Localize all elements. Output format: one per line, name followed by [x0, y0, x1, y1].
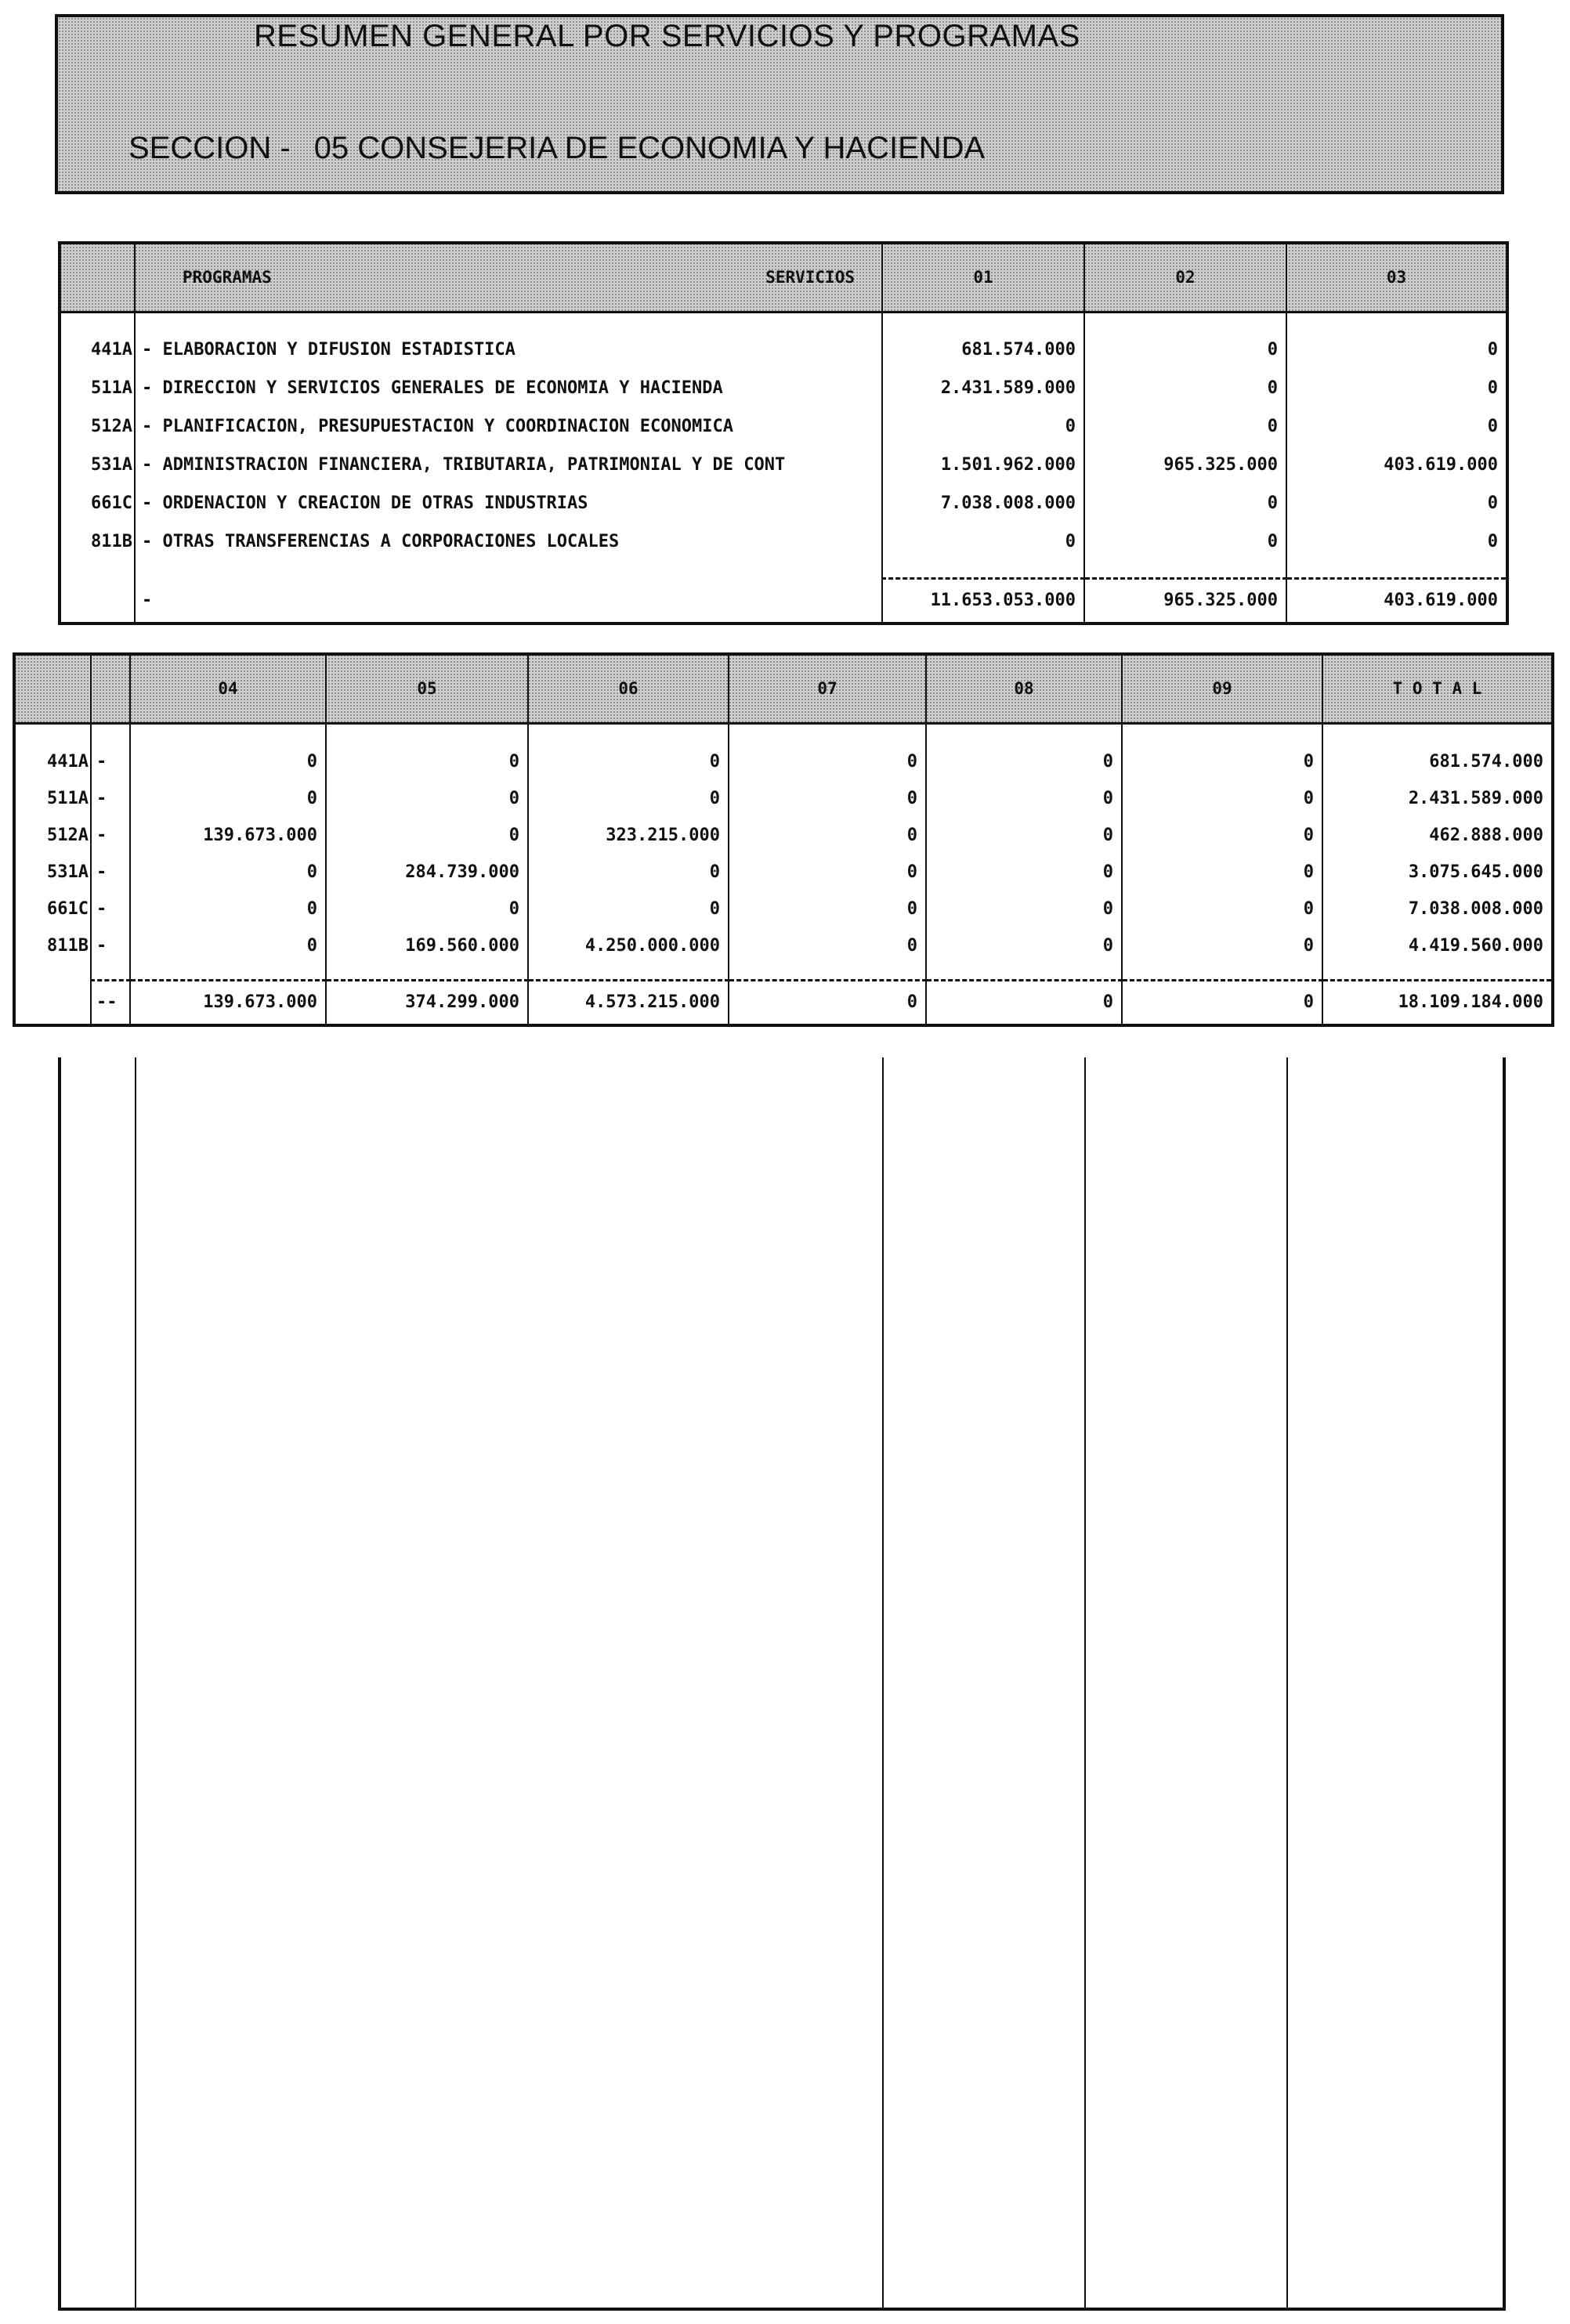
col-header-04: 04: [130, 654, 326, 723]
table-row: [60, 331, 1507, 369]
program-description: - DIRECCION Y SERVICIOS GENERALES DE ECONOMIA Y HACIENDA: [135, 369, 882, 407]
total-dash: -: [135, 578, 882, 623]
program-code: 811B: [91, 532, 132, 551]
blank-table-continuation: [58, 1057, 1506, 2311]
value-cell: 4.250.000.000: [528, 927, 729, 964]
row-total: 462.888.000: [1322, 817, 1553, 854]
program-code: 512A: [47, 826, 89, 845]
value-cell: 0: [1084, 407, 1286, 446]
total-value: 0: [1122, 980, 1322, 1025]
table-header-row: [60, 243, 1507, 312]
row-total: 3.075.645.000: [1322, 854, 1553, 891]
value-cell: 0: [1122, 780, 1322, 817]
total-row: [14, 980, 1553, 1025]
table-row: [14, 817, 1553, 854]
table-row: [14, 891, 1553, 927]
program-code: 531A: [91, 455, 132, 475]
col-header-03: 03: [1286, 243, 1507, 312]
table-row: [14, 743, 1553, 780]
value-cell: 0: [326, 891, 528, 927]
value-cell: 0: [1122, 817, 1322, 854]
value-cell: 0: [882, 522, 1084, 561]
value-cell: 1.501.962.000: [882, 446, 1084, 484]
total-value: 374.299.000: [326, 980, 528, 1025]
value-cell: 0: [1122, 891, 1322, 927]
servicios-header: SERVICIOS: [765, 268, 855, 287]
value-cell: 0: [729, 817, 926, 854]
report-title: RESUMEN GENERAL POR SERVICIOS Y PROGRAMAS: [254, 19, 1080, 53]
table-row: [60, 369, 1507, 407]
row-dash: -: [91, 817, 130, 854]
col-header-total: T O T A L: [1322, 654, 1553, 723]
value-cell: 0: [729, 927, 926, 964]
value-cell: 0: [130, 743, 326, 780]
value-cell: 0: [1084, 522, 1286, 561]
total-value: 0: [926, 980, 1122, 1025]
value-cell: 0: [528, 780, 729, 817]
dash-header: [91, 654, 130, 723]
total-value: 0: [729, 980, 926, 1025]
row-total: 4.419.560.000: [1322, 927, 1553, 964]
section-heading: [128, 131, 985, 166]
value-cell: 0: [1286, 522, 1507, 561]
value-cell: 323.215.000: [528, 817, 729, 854]
section-label: SECCION -: [128, 131, 291, 165]
row-dash: -: [91, 780, 130, 817]
col-header-09: 09: [1122, 654, 1322, 723]
code-header: [14, 654, 91, 723]
program-description: - OTRAS TRANSFERENCIAS A CORPORACIONES LOCALES: [135, 522, 882, 561]
value-cell: 0: [926, 927, 1122, 964]
value-cell: 0: [130, 780, 326, 817]
program-code: 441A: [91, 340, 132, 360]
row-dash: -: [91, 927, 130, 964]
value-cell: 0: [130, 927, 326, 964]
value-cell: 403.619.000: [1286, 446, 1507, 484]
program-description: - ADMINISTRACION FINANCIERA, TRIBUTARIA, PATRIMONIAL Y DE CONT: [135, 446, 882, 484]
col-header-06: 06: [528, 654, 729, 723]
code-header: [60, 243, 135, 312]
value-cell: 0: [528, 743, 729, 780]
row-total: 2.431.589.000: [1322, 780, 1553, 817]
program-description: - ELABORACION Y DIFUSION ESTADISTICA: [135, 331, 882, 369]
col-header-02: 02: [1084, 243, 1286, 312]
table-row: [60, 407, 1507, 446]
value-cell: 0: [528, 891, 729, 927]
program-code: 511A: [47, 789, 89, 808]
col-header-01: 01: [882, 243, 1084, 312]
value-cell: 0: [926, 780, 1122, 817]
total-value: 403.619.000: [1286, 578, 1507, 623]
value-cell: 0: [882, 407, 1084, 446]
value-cell: 0: [729, 780, 926, 817]
value-cell: 0: [1084, 369, 1286, 407]
col-header-07: 07: [729, 654, 926, 723]
services-table-01-03: [58, 241, 1509, 625]
value-cell: 0: [528, 854, 729, 891]
value-cell: 0: [326, 743, 528, 780]
column-rule: [1286, 1057, 1288, 2308]
services-table-04-09: [13, 652, 1554, 1027]
table-row: [60, 484, 1507, 522]
value-cell: 0: [729, 891, 926, 927]
programas-header: PROGRAMAS: [183, 268, 272, 287]
value-cell: 0: [1286, 369, 1507, 407]
value-cell: 0: [1122, 927, 1322, 964]
total-row: [60, 578, 1507, 623]
total-dash: --: [91, 980, 130, 1025]
program-code: 512A: [91, 417, 132, 436]
program-code: 661C: [47, 899, 89, 919]
grand-total: 18.109.184.000: [1322, 980, 1553, 1025]
value-cell: 0: [1286, 331, 1507, 369]
col-header-08: 08: [926, 654, 1122, 723]
program-code: 531A: [47, 862, 89, 882]
table-header-row: [14, 654, 1553, 723]
value-cell: 7.038.008.000: [882, 484, 1084, 522]
program-description: - ORDENACION Y CREACION DE OTRAS INDUSTRIAS: [135, 484, 882, 522]
row-total: 7.038.008.000: [1322, 891, 1553, 927]
value-cell: 0: [326, 780, 528, 817]
value-cell: 0: [1286, 407, 1507, 446]
col-header-05: 05: [326, 654, 528, 723]
value-cell: 0: [926, 743, 1122, 780]
value-cell: 0: [1122, 854, 1322, 891]
value-cell: 0: [1084, 484, 1286, 522]
program-code: 441A: [47, 752, 89, 772]
value-cell: 0: [130, 891, 326, 927]
total-value: 4.573.215.000: [528, 980, 729, 1025]
table-row: [14, 780, 1553, 817]
column-rule: [1084, 1057, 1086, 2308]
value-cell: 0: [1084, 331, 1286, 369]
program-code: 661C: [91, 493, 132, 513]
value-cell: 0: [729, 854, 926, 891]
table-row: [60, 522, 1507, 561]
value-cell: 0: [926, 817, 1122, 854]
value-cell: 0: [326, 817, 528, 854]
value-cell: 139.673.000: [130, 817, 326, 854]
row-total: 681.574.000: [1322, 743, 1553, 780]
total-value: 11.653.053.000: [882, 578, 1084, 623]
program-code: 511A: [91, 378, 132, 398]
value-cell: 965.325.000: [1084, 446, 1286, 484]
value-cell: 169.560.000: [326, 927, 528, 964]
table-row: [60, 446, 1507, 484]
report-header: [55, 14, 1504, 194]
value-cell: 0: [729, 743, 926, 780]
row-dash: -: [91, 854, 130, 891]
row-dash: -: [91, 743, 130, 780]
value-cell: 2.431.589.000: [882, 369, 1084, 407]
total-value: 965.325.000: [1084, 578, 1286, 623]
total-value: 139.673.000: [130, 980, 326, 1025]
value-cell: 681.574.000: [882, 331, 1084, 369]
value-cell: 284.739.000: [326, 854, 528, 891]
value-cell: 0: [1122, 743, 1322, 780]
value-cell: 0: [926, 854, 1122, 891]
value-cell: 0: [1286, 484, 1507, 522]
row-dash: -: [91, 891, 130, 927]
programas-servicios-header: [135, 243, 882, 312]
column-rule: [882, 1057, 884, 2308]
program-code: 811B: [47, 936, 89, 956]
table-row: [14, 854, 1553, 891]
value-cell: 0: [926, 891, 1122, 927]
program-description: - PLANIFICACION, PRESUPUESTACION Y COORDINACION ECONOMICA: [135, 407, 882, 446]
value-cell: 0: [130, 854, 326, 891]
section-name: 05 CONSEJERIA DE ECONOMIA Y HACIENDA: [313, 131, 986, 165]
column-rule: [135, 1057, 136, 2308]
table-row: [14, 927, 1553, 964]
